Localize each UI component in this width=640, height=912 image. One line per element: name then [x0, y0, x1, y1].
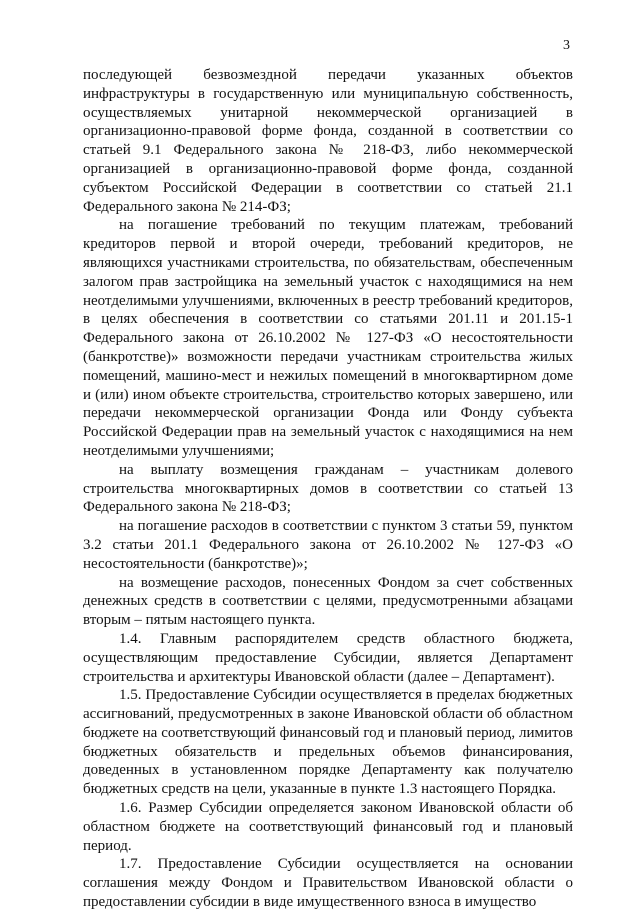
paragraph-current-payments: на погашение требований по текущим платежам, требований кредиторов первой и второй очереди, требований кредиторов, не являющихся участниками строительства, по обязательствам, обеспеченным залогом прав застройщика на земельный участок с находящимися на нем неотделимыми улучшениями, включенных в реестр требований кредиторов, в целях обеспечения в соответствии со статьями 201.11 и 201.15-1 Федерального закона от 26.10.2002 № 127-ФЗ «О несостоятельности (банкротстве)» возможности передачи участникам строительства жилых помещений, машино-мест и нежилых помещений в многоквартирном доме и (или) ином объекте строительства, строительство которых завершено, или передачи некоммерческой организации Фонда или Фонду субъекта Российской Федерации прав на земельный участок с находящимися на нем неотделимыми улучшениями;	[83, 217, 573, 459]
page-number: 3	[563, 38, 570, 53]
document-body	[83, 66, 573, 912]
paragraph-1-6: 1.6. Размер Субсидии определяется законом Ивановской области об областном бюджете на соответствующий финансовый год и плановый период.	[83, 800, 573, 854]
paragraph-1-5: 1.5. Предоставление Субсидии осуществляется в пределах бюджетных ассигнований, предусмотренных в законе Ивановской области об областном бюджете на соответствующий финансовый год и плановый период, лимитов бюджетных обязательств и предельных объемов финансирования, доведенных в установленном порядке Департаменту как получателю бюджетных средств на цели, указанные в пункте 1.3 настоящего Порядка.	[83, 687, 573, 798]
paragraph-compensation-citizens: на выплату возмещения гражданам – участникам долевого строительства многоквартирных домов в соответствии со статьей 13 Федерального закона № 218-ФЗ;	[83, 461, 573, 516]
paragraph-1-7: 1.7. Предоставление Субсидии осуществляется на основании соглашения между Фондом и Правительством Ивановской области о предоставлении субсидии в виде имущественного взноса в имущество	[83, 856, 573, 911]
paragraph-expenses-repayment: на погашение расходов в соответствии с пунктом 3 статьи 59, пунктом 3.2 статьи 201.1 Федерального закона от 26.10.2002 № 127-ФЗ «О несостоятельности (банкротстве)»;	[83, 518, 573, 572]
paragraph-continuation: последующей безвозмездной передачи указанных объектов инфраструктуры в государственную или муниципальную собственность, осуществляемых унитарной некоммерческой организацией в организационно-правовой форме фонда, созданной в соответствии со статьей 9.1 Федерального закона № 218-ФЗ, либо некоммерческой организацией в организационно-правовой форме фонда, созданной субъектом Российской Федерации в соответствии со статьей 21.1 Федерального закона № 214-ФЗ;	[83, 67, 573, 215]
paragraph-1-4: 1.4. Главным распорядителем средств областного бюджета, осуществляющим предоставление Субсидии, является Департамент строительства и архитектуры Ивановской области (далее – Департамент).	[83, 630, 573, 685]
paragraph-fund-expenses: на возмещение расходов, понесенных Фондом за счет собственных денежных средств в соответствии с целями, предусмотренными абзацами вторым – пятым настоящего пункта.	[83, 574, 573, 629]
